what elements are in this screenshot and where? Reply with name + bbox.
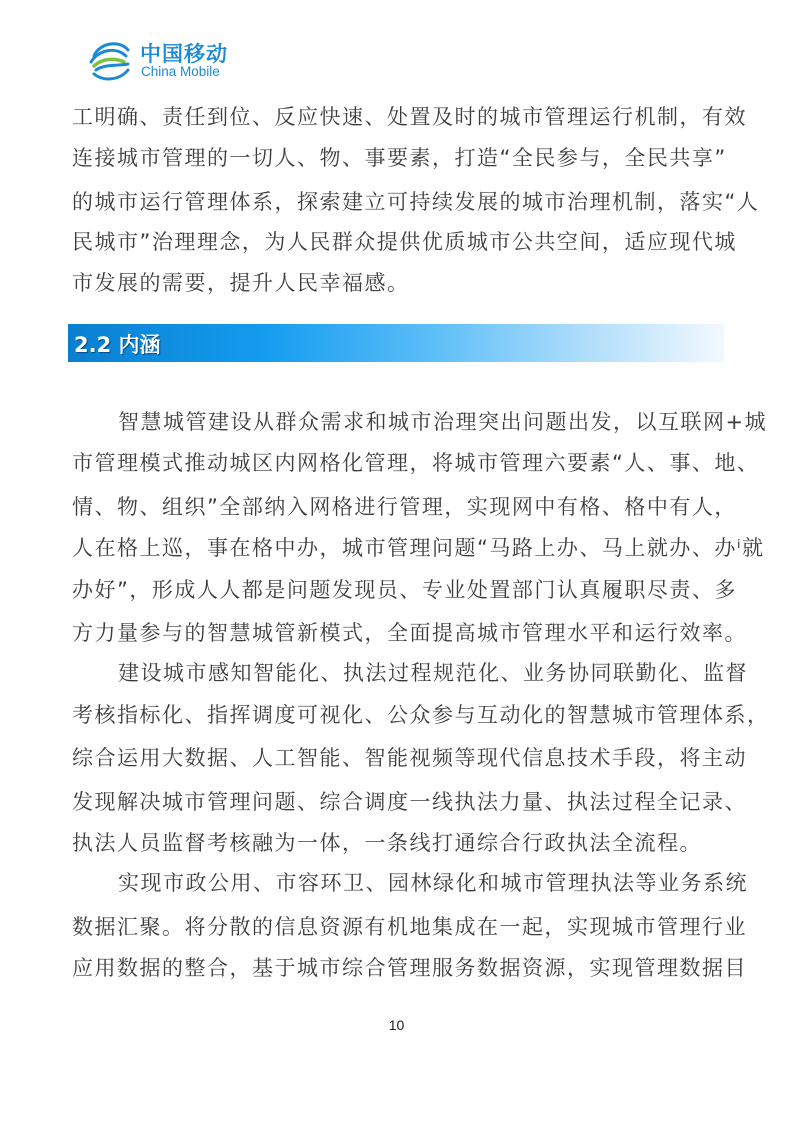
text-line: 发现解决城市管理问题、综合调度一线执法力量、执法过程全记录、 [72,790,747,814]
text-line: 民城市”治理理念，为人民群众提供优质城市公共空间，适应现代城 [72,230,737,254]
text-line: 智慧城管建设从群众需求和城市治理突出问题出发，以互联网+城 [118,410,768,434]
text-line: 情、物、组织”全部纳入网格进行管理，实现网中有格、格中有人， [72,495,737,519]
text-line: 市发展的需要，提升人民幸福感。 [72,271,410,295]
page-number: 10 [388,1017,405,1033]
section-heading-bar [68,324,724,362]
text-line: 人在格上巡，事在格中办，城市管理问题“马路上办、马上就办、办ⁱ就 [72,536,765,560]
china-mobile-logo [86,36,246,86]
text-line: 应用数据的整合，基于城市综合管理服务数据资源，实现管理数据目 [72,956,747,980]
text-line: 办好”，形成人人都是问题发现员、专业处置部门认真履职尽责、多 [72,578,737,602]
text-line: 建设城市感知智能化、执法过程规范化、业务协同联勤化、监督 [118,661,748,685]
text-line: 实现市政公用、市容环卫、园林绿化和城市管理执法等业务系统 [118,871,748,895]
text-line: 数据汇聚。将分散的信息资源有机地集成在一起，实现城市管理行业 [72,915,747,939]
text-line: 方力量参与的智慧城管新模式，全面提高城市管理水平和运行效率。 [72,621,747,645]
text-line: 的城市运行管理体系，探索建立可持续发展的城市治理机制，落实“人 [72,190,760,214]
text-line: 工明确、责任到位、反应快速、处置及时的城市管理运行机制，有效 [72,105,747,129]
text-line: 考核指标化、指挥调度可视化、公众参与互动化的智慧城市管理体系， [72,703,770,727]
logo-text-cn: 中国移动 [140,42,228,66]
text-line: 市管理模式推动城区内网格化管理，将城市管理六要素“人、事、地、 [72,451,760,475]
text-line: 执法人员监督考核融为一体，一条线打通综合行政执法全流程。 [72,831,702,855]
section-heading: 2.2 内涵 [74,333,161,357]
text-line: 综合运用大数据、人工智能、智能视频等现代信息技术手段，将主动 [72,746,747,770]
text-line: 连接城市管理的一切人、物、事要素，打造“全民参与，全民共享” [72,146,727,170]
china-mobile-logo-icon [86,36,134,84]
logo-text-en: China Mobile [141,64,220,79]
